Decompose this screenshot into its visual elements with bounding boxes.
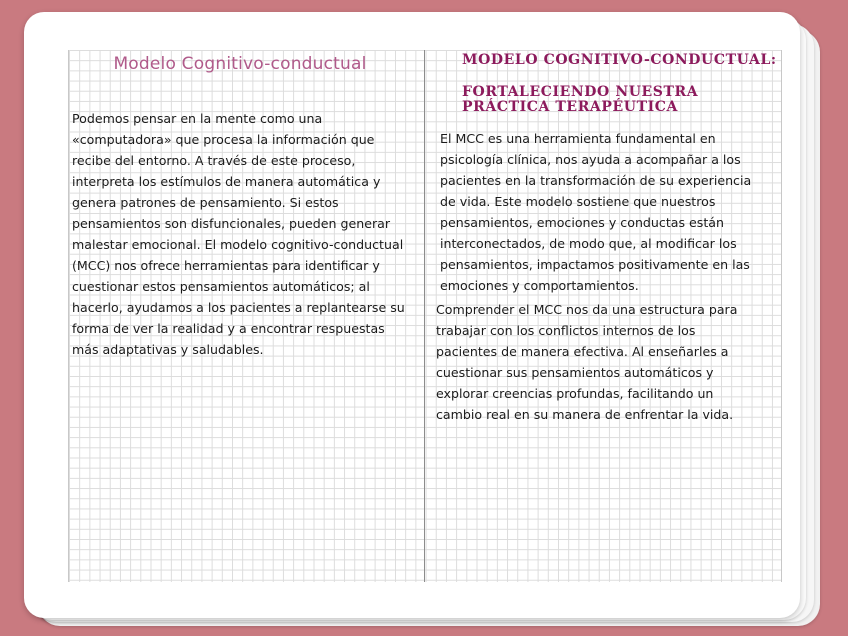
- right-paragraph-2: [436, 299, 776, 425]
- text-line: psicología clínica, nos ayuda a acompañar a los: [440, 152, 741, 167]
- text-line: hacerlo, ayudamos a los pacientes a replantearse su: [72, 300, 405, 315]
- text-line: «computadora» que procesa la información que: [72, 132, 375, 147]
- text-line: pensamientos son disfuncionales, pueden generar: [72, 216, 391, 231]
- text-line: pensamientos, impactamos positivamente en las: [440, 257, 750, 272]
- text-line: explorar creencias profundas, facilitando un: [436, 386, 714, 401]
- text-line: cuestionar estos pensamientos automáticos; al: [72, 279, 370, 294]
- left-paragraph: [72, 108, 418, 360]
- text-line: emociones y comportamientos.: [440, 278, 639, 293]
- text-line: malestar emocional. El modelo cognitivo-conductual: [72, 237, 404, 252]
- text-line: Podemos pensar en la mente como una: [72, 111, 323, 126]
- text-line: pensamientos, emociones y conductas están: [440, 215, 724, 230]
- page-divider: [424, 50, 425, 582]
- text-line: pacientes de manera efectiva. Al enseñarles a: [436, 344, 729, 359]
- text-line: Comprender el MCC nos da una estructura para: [436, 302, 738, 317]
- text-line: cambio real en su manera de enfrentar la vida.: [436, 407, 734, 422]
- left-page-title: Modelo Cognitivo-conductual: [113, 54, 367, 74]
- text-line: recibe del entorno. A través de este proceso,: [72, 153, 356, 168]
- text-line: interpreta los estímulos de manera automática y: [72, 174, 381, 189]
- right-page-title-line1: MODELO COGNITIVO-CONDUCTUAL:: [462, 52, 777, 68]
- text-line: (MCC) nos ofrece herramientas para identificar y: [72, 258, 380, 273]
- right-paragraph-1: [440, 128, 776, 296]
- text-line: genera patrones de pensamiento. Si estos: [72, 195, 339, 210]
- text-line: más adaptativas y saludables.: [72, 342, 264, 357]
- text-line: El MCC es una herramienta fundamental en: [440, 131, 716, 146]
- text-line: cuestionar sus pensamientos automáticos y: [436, 365, 714, 380]
- text-line: forma de ver la realidad y a encontrar respuestas: [72, 321, 385, 336]
- text-line: de vida. Este modelo sostiene que nuestros: [440, 194, 716, 209]
- text-line: trabajar con los conflictos internos de los: [436, 323, 696, 338]
- text-line: pacientes en la transformación de su experiencia: [440, 173, 752, 188]
- right-page-title-line2: FORTALECIENDO NUESTRA PRÁCTICA TERAPÉUTICA: [462, 84, 699, 115]
- text-line: interconectados, de modo que, al modificar los: [440, 236, 737, 251]
